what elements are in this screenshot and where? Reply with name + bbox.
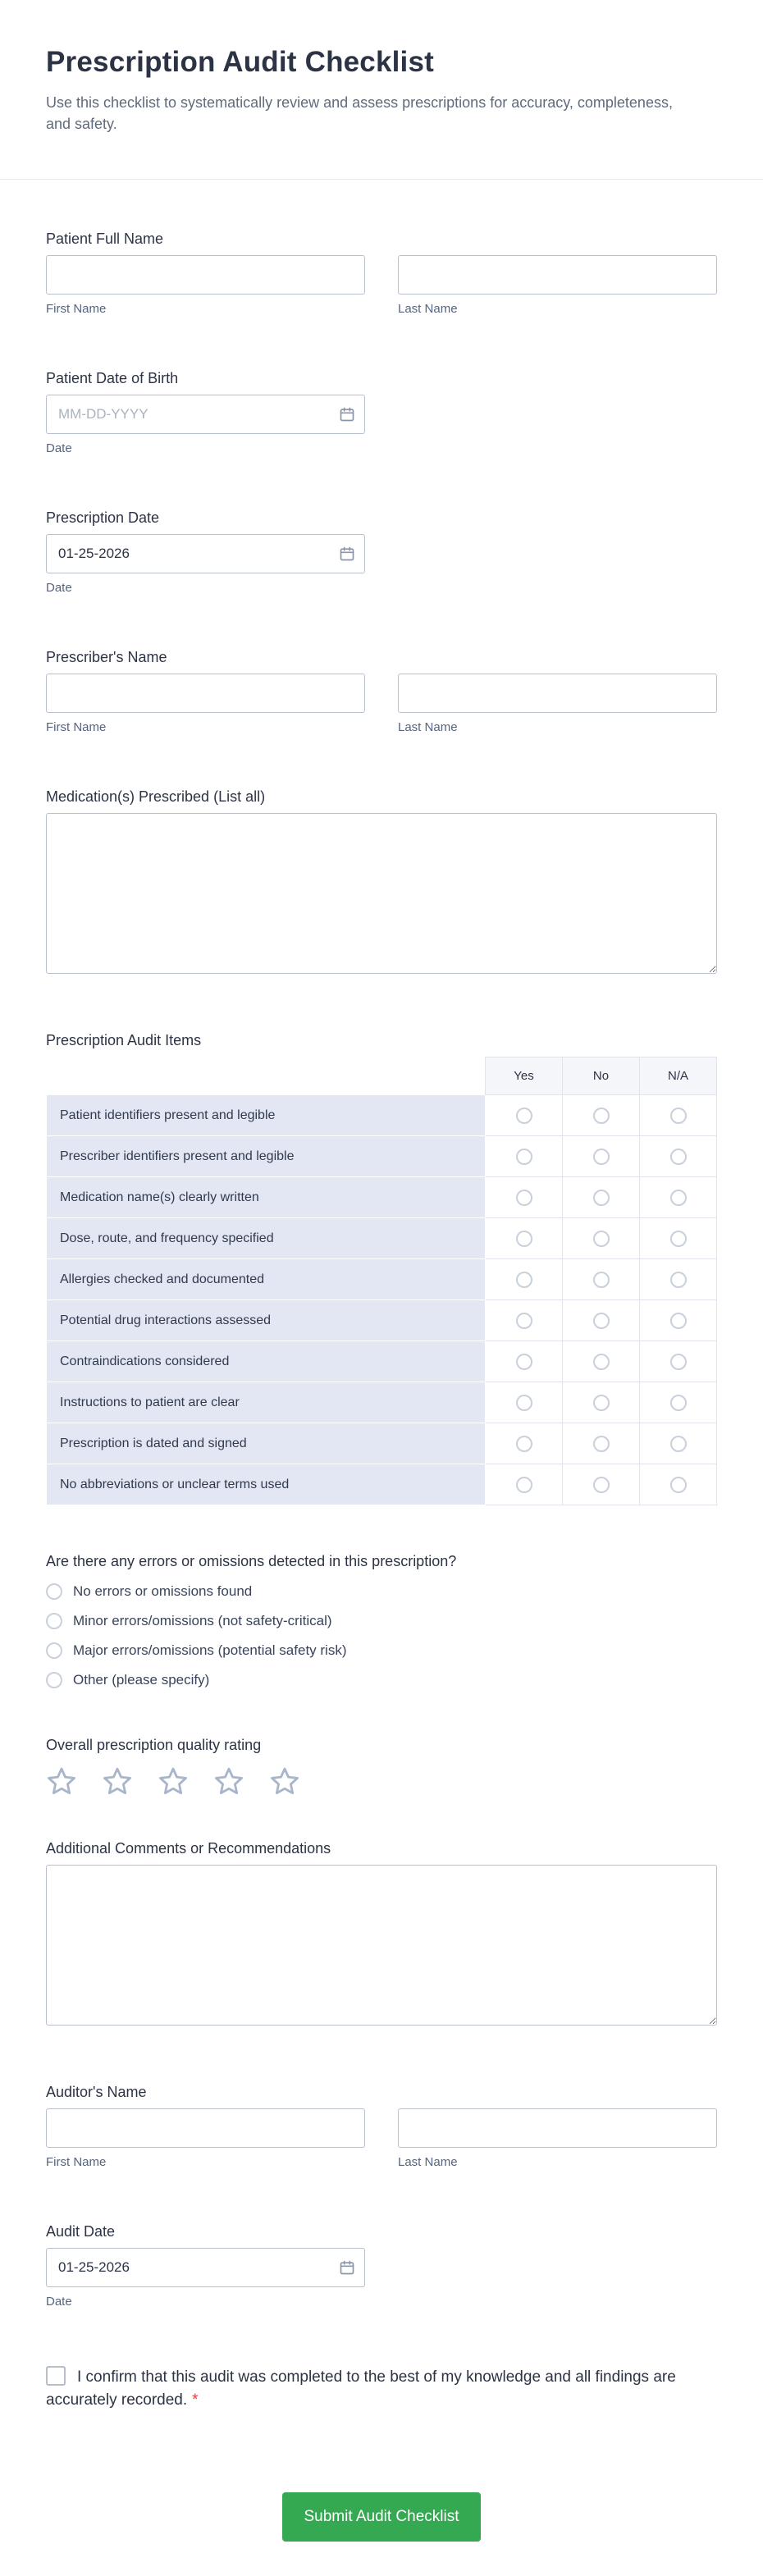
matrix-cell-na[interactable] [640,1259,717,1300]
matrix-cell-no[interactable] [563,1341,640,1382]
star-rating [46,1766,717,1797]
matrix-cell-yes[interactable] [486,1464,563,1505]
submit-row [46,2492,717,2542]
matrix-row-label: Allergies checked and documented [47,1259,486,1300]
radio-button[interactable] [670,1477,687,1493]
radio-button[interactable] [516,1436,532,1452]
matrix-cell-no[interactable] [563,1464,640,1505]
patient-name-label: Patient Full Name [46,231,164,247]
radio-option-label: No errors or omissions found [73,1583,253,1599]
comments-textarea[interactable] [46,1865,717,2026]
prescriber-first-name-input[interactable] [46,674,365,713]
errors-radio-options [46,1583,717,1689]
matrix-cell-yes[interactable] [486,1382,563,1423]
comments-label: Additional Comments or Recommendations [46,1840,331,1857]
prescription-date-sublabel: Date [46,581,72,595]
matrix-cell-no[interactable] [563,1177,640,1218]
field-prescription-date [46,509,717,595]
field-auditor-name [46,2084,717,2169]
auditor-last-name-sublabel: Last Name [398,2155,458,2169]
calendar-icon[interactable] [339,406,355,422]
radio-option[interactable] [46,1583,717,1601]
matrix-row-label: Patient identifiers present and legible [47,1095,486,1136]
matrix-row-label: Medication name(s) clearly written [47,1177,486,1218]
matrix-row-label: Potential drug interactions assessed [47,1300,486,1341]
page-title: Prescription Audit Checklist [46,46,435,78]
matrix-row-label: Dose, route, and frequency specified [47,1218,486,1259]
rating-label: Overall prescription quality rating [46,1737,262,1753]
star-icon[interactable] [269,1766,300,1797]
radio-button[interactable] [46,1642,62,1659]
radio-button[interactable] [516,1190,532,1206]
errors-radio-label: Are there any errors or omissions detected in this prescription? [46,1553,457,1569]
radio-button[interactable] [593,1313,610,1329]
calendar-icon[interactable] [339,546,355,562]
radio-button[interactable] [670,1395,687,1411]
radio-option[interactable] [46,1671,717,1689]
matrix-cell-na[interactable] [640,1341,717,1382]
radio-button[interactable] [516,1395,532,1411]
matrix-row [47,1423,717,1464]
radio-button[interactable] [516,1108,532,1124]
matrix-cell-yes[interactable] [486,1218,563,1259]
calendar-icon[interactable] [339,2259,355,2276]
confirmation-checkbox[interactable] [46,2366,66,2386]
matrix-col-na: N/A [640,1057,717,1095]
matrix-cell-yes[interactable] [486,1177,563,1218]
radio-option-label: Other (please specify) [73,1672,210,1688]
auditor-last-name-input[interactable] [398,2108,717,2148]
matrix-row [47,1341,717,1382]
matrix-col-no: No [563,1057,640,1095]
radio-button[interactable] [670,1149,687,1165]
radio-button[interactable] [516,1313,532,1329]
patient-dob-input[interactable] [46,395,365,434]
matrix-cell-no[interactable] [563,1423,640,1464]
radio-button[interactable] [593,1354,610,1370]
audit-items-label: Prescription Audit Items [46,1032,202,1048]
audit-items-matrix [46,1057,717,1505]
prescriber-name-label: Prescriber's Name [46,649,167,665]
matrix-row-label: Prescription is dated and signed [47,1423,486,1464]
radio-option-label: Minor errors/omissions (not safety-critical) [73,1613,332,1628]
star-icon[interactable] [46,1766,77,1797]
matrix-cell-yes[interactable] [486,1095,563,1136]
radio-option[interactable] [46,1642,717,1660]
star-icon[interactable] [102,1766,133,1797]
matrix-row-label: Contraindications considered [47,1341,486,1382]
matrix-cell-no[interactable] [563,1382,640,1423]
matrix-cell-na[interactable] [640,1136,717,1177]
matrix-cell-no[interactable] [563,1095,640,1136]
medications-label: Medication(s) Prescribed (List all) [46,788,266,805]
radio-button[interactable] [593,1272,610,1288]
matrix-row [47,1136,717,1177]
matrix-row [47,1177,717,1218]
prescriber-first-name-sublabel: First Name [46,720,107,734]
patient-last-name-input[interactable] [398,255,717,295]
audit-date-input[interactable] [46,2248,365,2287]
radio-button[interactable] [46,1613,62,1629]
matrix-cell-yes[interactable] [486,1341,563,1382]
patient-dob-sublabel: Date [46,441,72,455]
audit-date-sublabel: Date [46,2295,72,2309]
radio-button[interactable] [593,1395,610,1411]
radio-button[interactable] [46,1672,62,1688]
radio-button[interactable] [516,1354,532,1370]
matrix-row [47,1464,717,1505]
matrix-cell-no[interactable] [563,1259,640,1300]
matrix-cell-na[interactable] [640,1218,717,1259]
matrix-row [47,1095,717,1136]
matrix-row-label: Prescriber identifiers present and legible [47,1136,486,1177]
matrix-row-label: Instructions to patient are clear [47,1382,486,1423]
matrix-cell-yes[interactable] [486,1423,563,1464]
matrix-cell-no[interactable] [563,1136,640,1177]
patient-first-name-sublabel: First Name [46,302,107,316]
field-errors-radio [46,1553,717,1689]
radio-button[interactable] [670,1436,687,1452]
field-patient-dob [46,370,717,455]
radio-button[interactable] [516,1149,532,1165]
required-asterisk: * [192,2391,199,2409]
matrix-cell-na[interactable] [640,1095,717,1136]
matrix-cell-na[interactable] [640,1423,717,1464]
radio-button[interactable] [670,1354,687,1370]
matrix-cell-yes[interactable] [486,1259,563,1300]
matrix-row [47,1300,717,1341]
star-icon[interactable] [158,1766,189,1797]
field-prescriber-name [46,649,717,734]
radio-button[interactable] [670,1231,687,1247]
radio-button[interactable] [670,1190,687,1206]
form-subtitle: Use this checklist to systematically review and assess prescriptions for accuracy, completeness, and safety. [46,94,673,132]
matrix-col-yes: Yes [486,1057,563,1095]
radio-button[interactable] [516,1272,532,1288]
auditor-first-name-sublabel: First Name [46,2155,107,2169]
radio-option[interactable] [46,1612,717,1630]
audit-date-label: Audit Date [46,2223,116,2240]
matrix-cell-na[interactable] [640,1382,717,1423]
confirmation-label: I confirm that this audit was completed to the best of my knowledge and all findings are accurately recorded. [46,2368,676,2409]
matrix-cell-na[interactable] [640,1464,717,1505]
radio-button[interactable] [593,1231,610,1247]
radio-button[interactable] [46,1583,62,1600]
prescriber-last-name-sublabel: Last Name [398,720,458,734]
radio-button[interactable] [670,1108,687,1124]
matrix-cell-no[interactable] [563,1300,640,1341]
radio-button[interactable] [593,1190,610,1206]
matrix-cell-yes[interactable] [486,1300,563,1341]
matrix-corner-cell [47,1057,486,1095]
radio-button[interactable] [593,1149,610,1165]
patient-first-name-input[interactable] [46,255,365,295]
field-comments [46,1840,717,2030]
patient-last-name-sublabel: Last Name [398,302,458,316]
matrix-cell-na[interactable] [640,1177,717,1218]
prescriber-last-name-input[interactable] [398,674,717,713]
matrix-row-label: No abbreviations or unclear terms used [47,1464,486,1505]
radio-button[interactable] [670,1272,687,1288]
field-medications [46,788,717,978]
auditor-first-name-input[interactable] [46,2108,365,2148]
matrix-row [47,1382,717,1423]
medications-textarea[interactable] [46,813,717,974]
field-audit-items [46,1032,717,1505]
radio-button[interactable] [516,1477,532,1493]
radio-button[interactable] [593,1477,610,1493]
matrix-header-row [47,1057,717,1095]
radio-option-label: Major errors/omissions (potential safety risk) [73,1642,347,1658]
prescription-date-label: Prescription Date [46,509,160,526]
form-header [0,0,763,180]
auditor-name-label: Auditor's Name [46,2084,147,2100]
radio-button[interactable] [516,1231,532,1247]
patient-dob-label: Patient Date of Birth [46,370,179,386]
matrix-cell-na[interactable] [640,1300,717,1341]
matrix-row [47,1218,717,1259]
prescription-date-input[interactable] [46,534,365,573]
field-audit-date [46,2223,717,2309]
radio-button[interactable] [593,1436,610,1452]
form-body [0,180,763,2576]
radio-button[interactable] [670,1313,687,1329]
field-rating [46,1737,717,1797]
matrix-cell-yes[interactable] [486,1136,563,1177]
radio-button[interactable] [593,1108,610,1124]
confirmation-row [46,2366,702,2412]
matrix-cell-no[interactable] [563,1218,640,1259]
matrix-row [47,1259,717,1300]
field-patient-name [46,231,717,316]
star-icon[interactable] [213,1766,244,1797]
submit-button[interactable]: Submit Audit Checklist [282,2492,480,2542]
